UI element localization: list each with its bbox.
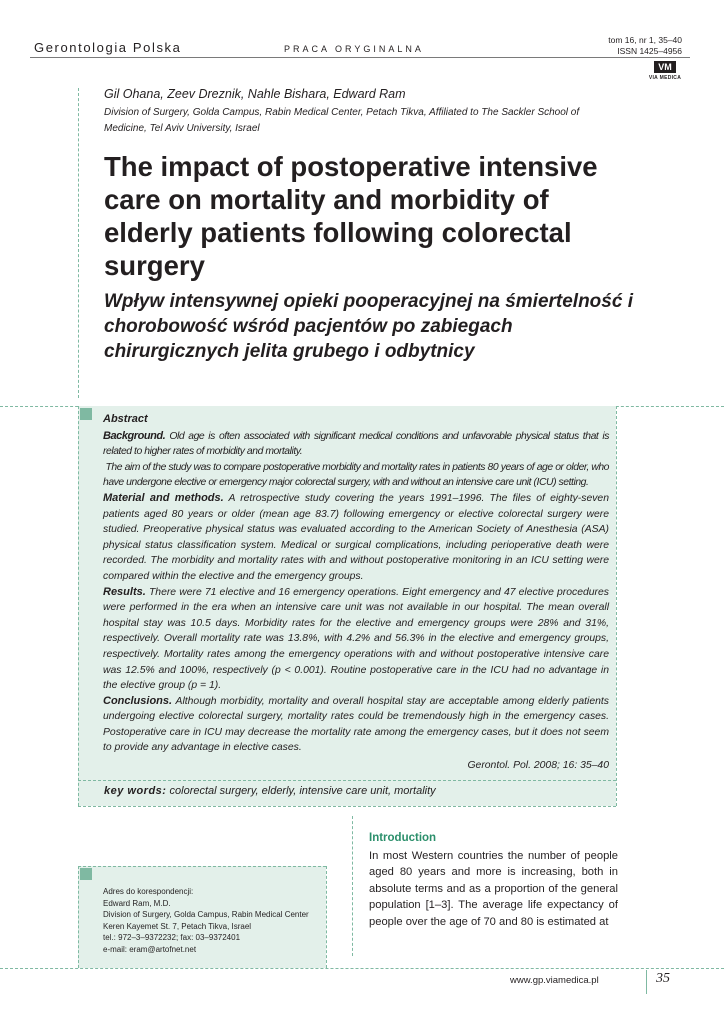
abstract-heading: Abstract xyxy=(103,413,148,425)
journal-name: Gerontologia Polska xyxy=(34,40,182,55)
page-number: 35 xyxy=(656,971,670,986)
correspondence-name: Edward Ram, M.D. xyxy=(103,898,171,908)
article-subtitle-polish: Wpływ intensywnej opieki pooperacyjnej na śmiertelność i chorobowość wśród pacjentów po zabiegach chirurgicznych jelita grubego i odbytnicy xyxy=(104,291,633,362)
methods-label: Material and methods. xyxy=(103,491,224,504)
affiliation: Division of Surgery, Golda Campus, Rabin Medical Center, Petach Tikva, Affiliated to The Sackler School of Medicine, Tel Aviv University, Israel xyxy=(104,107,580,134)
volume-info xyxy=(608,35,682,57)
logo-text: VIA MEDICA xyxy=(648,75,682,81)
keywords-bottom-dashed-rule xyxy=(78,806,616,807)
authors: Gil Ohana, Zeev Dreznik, Nahle Bishara, Edward Ram xyxy=(104,87,406,101)
abstract-aim xyxy=(103,460,609,491)
methods-text: A retrospective study covering the years 1991–1996. The files of eighty-seven patients aged 80 years or older (mean age 83.7) following emergency or elective colorectal surgery were studied. Preoperative physical status was evaluated according to the American Society of Anesthesia (ASA) physical status classification system. Medical or surgical complications, including perioperative death were recorded. The morbidity and mortality rates with and without postoperative monitoring in an ICU setting were compared within the elective and the emergency groups. xyxy=(103,492,609,582)
correspondence-top-dashed-border xyxy=(78,866,326,867)
correspondence-text xyxy=(103,886,325,955)
abstract-background xyxy=(103,429,609,460)
abstract-right-dashed-border xyxy=(616,406,617,806)
volume-issue: tom 16, nr 1, 35–40 xyxy=(608,35,682,45)
header-rule xyxy=(30,57,690,58)
website-link[interactable]: www.gp.viamedica.pl xyxy=(510,975,599,986)
publisher-logo xyxy=(648,61,682,81)
correspondence-email[interactable]: e-mail: eram@artofnet.net xyxy=(103,944,197,954)
keywords-label: key words: xyxy=(104,785,167,797)
left-dashed-guide xyxy=(78,88,79,398)
footer-separator xyxy=(646,970,647,994)
column-dashed-divider xyxy=(352,816,353,956)
abstract-body xyxy=(103,412,609,774)
abstract-marker-square xyxy=(80,408,92,420)
correspondence-heading: Adres do korespondencji: xyxy=(103,887,194,896)
correspondence-left-dashed-border xyxy=(78,866,79,968)
correspondence-line2: Keren Kayemet St. 7, Petach Tikva, Israel xyxy=(103,921,252,931)
correspondence-marker-square xyxy=(80,868,92,880)
background-label: Background. xyxy=(103,429,166,442)
citation: Gerontol. Pol. 2008; 16: 35–40 xyxy=(467,760,609,772)
keywords-text: colorectal surgery, elderly, intensive care unit, mortality xyxy=(169,785,436,797)
correspondence-phone: tel.: 972–3–9372232; fax: 03–9372401 xyxy=(103,933,241,942)
correspondence-line1: Division of Surgery, Golda Campus, Rabin Medical Center xyxy=(103,910,309,919)
abstract-conclusions xyxy=(103,694,609,756)
abstract-results xyxy=(103,585,609,694)
correspondence-right-dashed-border xyxy=(326,866,327,968)
article-title: The impact of postoperative intensive care on mortality and morbidity of elderly patients following colorectal surgery xyxy=(104,151,598,281)
results-text: There were 71 elective and 16 emergency operations. Eight emergency and 47 elective procedures were performed in the era when an intensive care unit was not available in our hospital. The mean overall hospital stay was 10.5 days. Morbidity rates for the elective and emergency groups were 28% and 31%, respectively. Overall mortality rate was 13.8%, with 4.2% and 56.3% in the elective and emergency groups, respectively. Mortality rates among the emergency operations with and without postoperative intensive care was 12.5% and 100%, respectively (p < 0.001). Routine postoperative care in the ICU had no advantage in the elective group (p = 1). xyxy=(103,586,609,692)
results-label: Results. xyxy=(103,585,146,598)
keywords xyxy=(104,785,436,797)
footer-dashed-rule xyxy=(0,968,724,969)
introduction-heading: Introduction xyxy=(369,832,437,844)
background-text: Old age is often associated with significant medical conditions and unfavorable physical status that is related to higher rates of morbidity and mortality. xyxy=(103,430,610,458)
conclusions-text: Although morbidity, mortality and overall hospital stay are acceptable among elderly patients undergoing elective colorectal surgery, mortality rates could be tremendously high in the emergency cases. Postoperative care in ICU may decrease the mortality rate among the emergency cases, but it does not seem to provide any advantage in elective cases. xyxy=(103,695,609,754)
abstract-left-dashed-border xyxy=(78,406,79,806)
introduction-text: In most Western countries the number of people aged 80 years and more is increasing, both in absolute terms and as a proportion of the general population [1–3]. The average life expectancy of people over the age of 70 and 80 is estimated at xyxy=(369,850,618,928)
keywords-top-dashed-rule xyxy=(78,780,616,781)
section-label: PRACA ORYGINALNA xyxy=(284,44,424,54)
aim-text: The aim of the study was to compare postoperative morbidity and mortality rates in patients 80 years of age or older, who have undergone elective or emergency major colorectal surgery, with and without an intensive care unit (ICU) setting. xyxy=(103,461,610,489)
logo-mark: VM xyxy=(654,61,676,73)
conclusions-label: Conclusions. xyxy=(103,694,173,707)
abstract-methods xyxy=(103,491,609,585)
issn: ISSN 1425–4956 xyxy=(617,46,682,56)
